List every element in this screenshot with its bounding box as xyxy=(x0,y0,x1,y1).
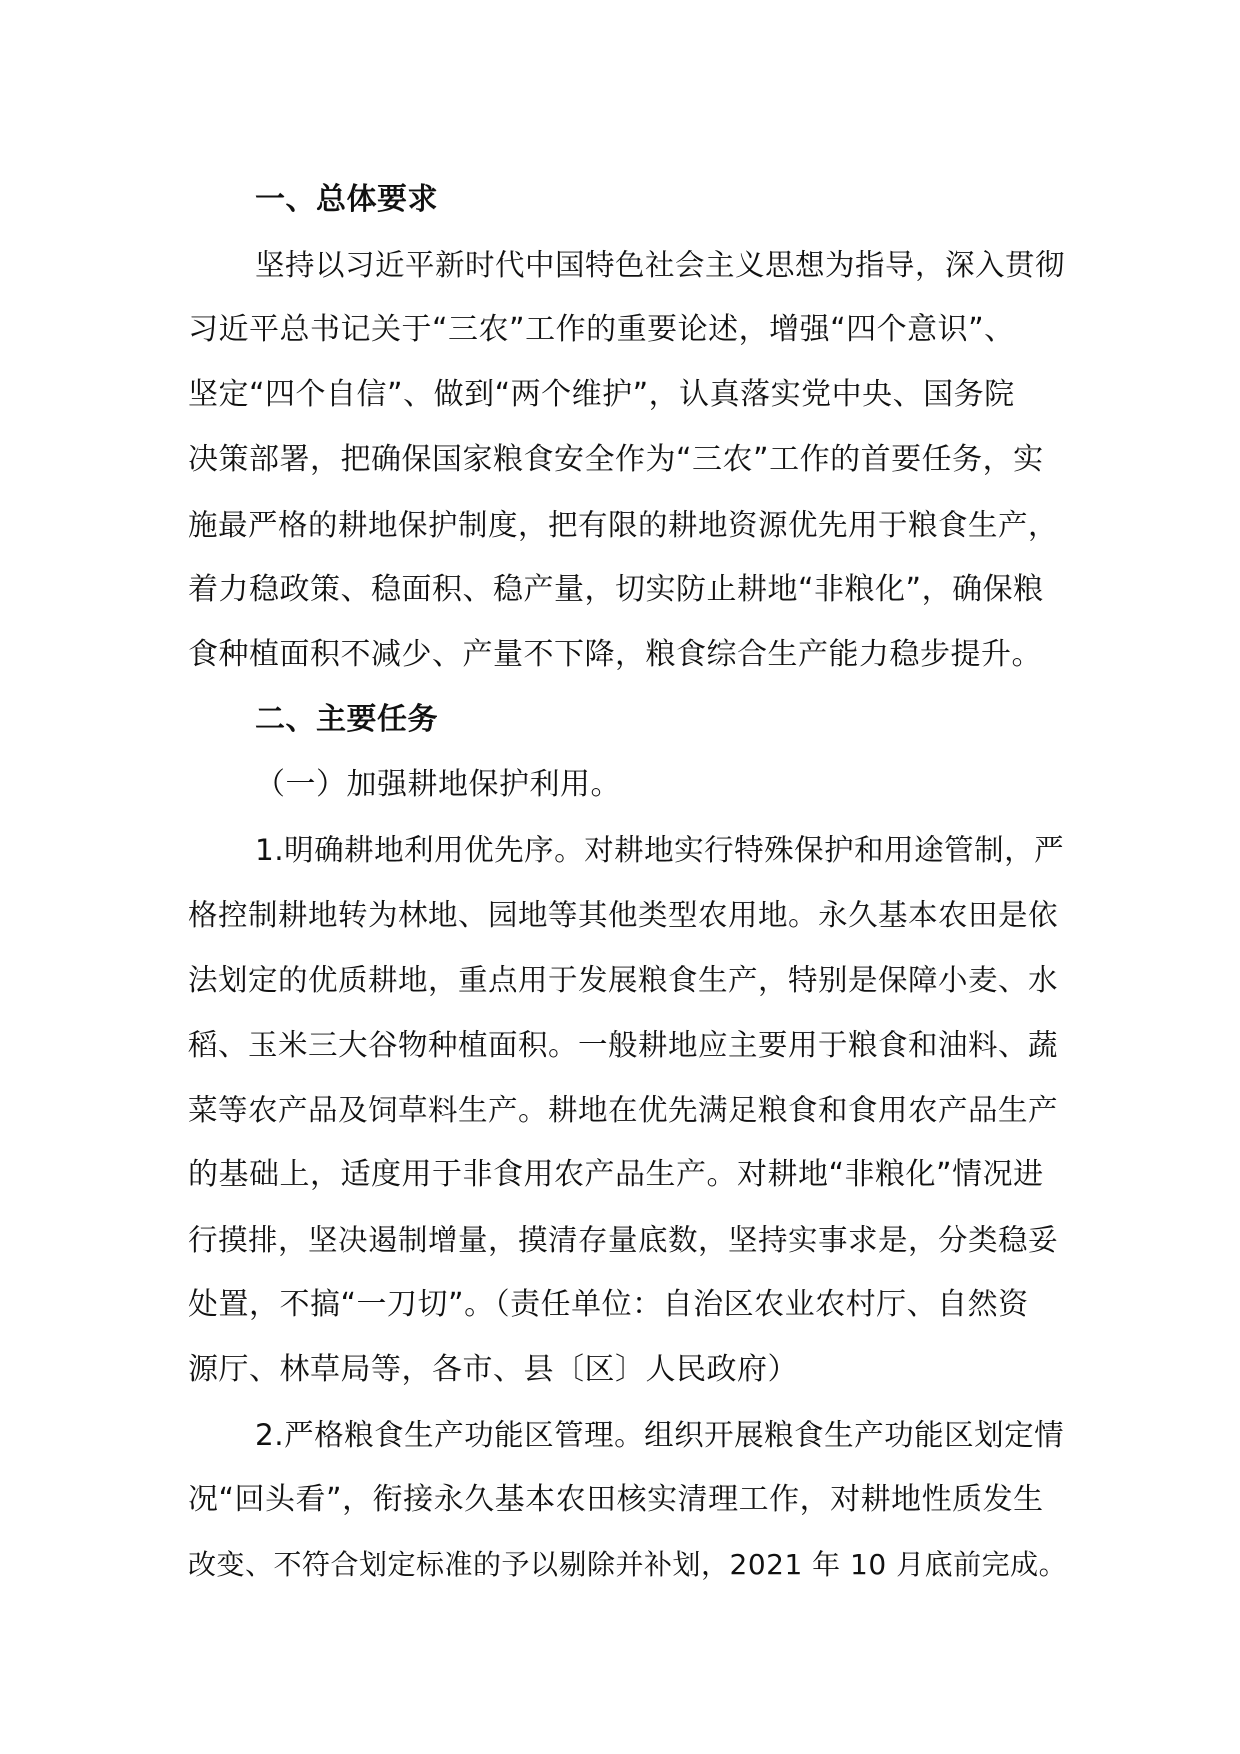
paragraph-line: 格控制耕地转为林地、园地等其他类型农用地。永久基本农田是依 xyxy=(188,898,1059,932)
paragraph-line: 食种植面积不减少、产量不下降，粮食综合生产能力稳步提升。 xyxy=(188,637,1042,672)
section1-heading: 一、总体要求 xyxy=(255,182,438,217)
paragraph-line: 决策部署，把确保国家粮食安全作为“三农”工作的首要任务，实 xyxy=(188,442,1044,477)
paragraph-line: 1.明确耕地利用优先序。对耕地实行特殊保护和用途管制，严 xyxy=(255,833,1065,867)
paragraph-line: 况“回头看”，衔接永久基本农田核实清理工作，对耕地性质发生 xyxy=(188,1482,1044,1517)
paragraph-line: 源厅、林草局等，各市、县〔区〕人民政府） xyxy=(188,1352,798,1387)
paragraph-line: 2.严格粮食生产功能区管理。组织开展粮食生产功能区划定情 xyxy=(255,1418,1065,1452)
paragraph-line: 施最严格的耕地保护制度，把有限的耕地资源优先用于粮食生产， xyxy=(188,508,1059,542)
paragraph-line: 坚持以习近平新时代中国特色社会主义思想为指导，深入贯彻 xyxy=(255,248,1066,282)
paragraph-line: 坚定“四个自信”、做到“两个维护”，认真落实党中央、国务院 xyxy=(188,377,1015,412)
paragraph-line: 法划定的优质耕地，重点用于发展粮食生产，特别是保障小麦、水 xyxy=(188,963,1059,997)
paragraph-line: 习近平总书记关于“三农”工作的重要论述，增强“四个意识”、 xyxy=(188,312,1015,347)
section2-subheading: （一）加强耕地保护利用。 xyxy=(255,767,621,802)
paragraph-line: 菜等农产品及饲草料生产。耕地在优先满足粮食和食用农产品生产 xyxy=(188,1093,1059,1127)
paragraph-line: 改变、不符合划定标准的予以剔除并补划，2021 年 10 月底前完成。 xyxy=(188,1548,1068,1581)
paragraph-line: 行摸排，坚决遏制增量，摸清存量底数，坚持实事求是，分类稳妥 xyxy=(188,1223,1059,1257)
paragraph-line: 处置，不搞“一刀切”。（责任单位：自治区农业农村厅、自然资 xyxy=(188,1287,1029,1322)
paragraph-line: 稻、玉米三大谷物种植面积。一般耕地应主要用于粮食和油料、蔬 xyxy=(188,1028,1059,1062)
paragraph-line: 着力稳政策、稳面积、稳产量，切实防止耕地“非粮化”，确保粮 xyxy=(188,572,1044,607)
paragraph-line: 的基础上，适度用于非食用农产品生产。对耕地“非粮化”情况进 xyxy=(188,1157,1044,1192)
section2-heading: 二、主要任务 xyxy=(255,702,438,737)
